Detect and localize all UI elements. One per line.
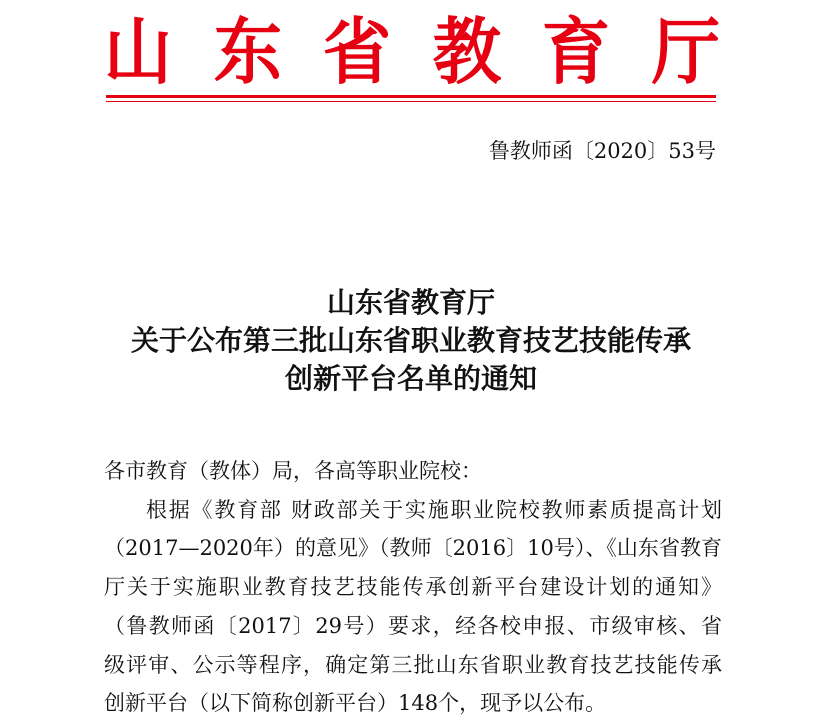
title-line-3: 创新平台名单的通知 xyxy=(284,362,537,395)
body-line: （2017—2020年）的意见》（教师〔2016〕10号）、《山东省教育 xyxy=(104,536,722,561)
masthead-char: 东 xyxy=(213,9,282,94)
document-title xyxy=(90,284,732,398)
document-body xyxy=(104,452,722,723)
masthead-char: 山 xyxy=(103,9,173,94)
body-line: （鲁教师函〔2017〕29号）要求，经各校申报、市级审核、省 xyxy=(104,613,722,638)
body-line: 根据《教育部 财政部关于实施职业院校教师素质提高计划 xyxy=(146,497,722,522)
masthead-title xyxy=(102,9,722,94)
body-line: 级评审、公示等程序，确定第三批山东省职业教育技艺技能传承 xyxy=(104,652,722,677)
masthead-char: 厅 xyxy=(651,9,721,94)
masthead-rule-thin xyxy=(106,101,716,102)
title-line-1: 山东省教育厅 xyxy=(326,286,495,319)
title-line-2: 关于公布第三批山东省职业教育技艺技能传承 xyxy=(130,324,691,357)
body-line: 创新平台（以下简称创新平台）148个，现予以公布。 xyxy=(104,691,607,716)
masthead-rule-thick xyxy=(106,95,716,98)
salutation: 各市教育（教体）局，各高等职业院校： xyxy=(104,459,482,483)
masthead-char: 育 xyxy=(542,9,611,94)
masthead-char: 教 xyxy=(432,9,501,94)
body-line: 厅关于实施职业教育技艺技能传承创新平台建设计划的通知》 xyxy=(104,575,722,600)
masthead-char: 省 xyxy=(322,9,392,94)
document-number: 鲁教师函〔2020〕53号 xyxy=(488,139,716,163)
